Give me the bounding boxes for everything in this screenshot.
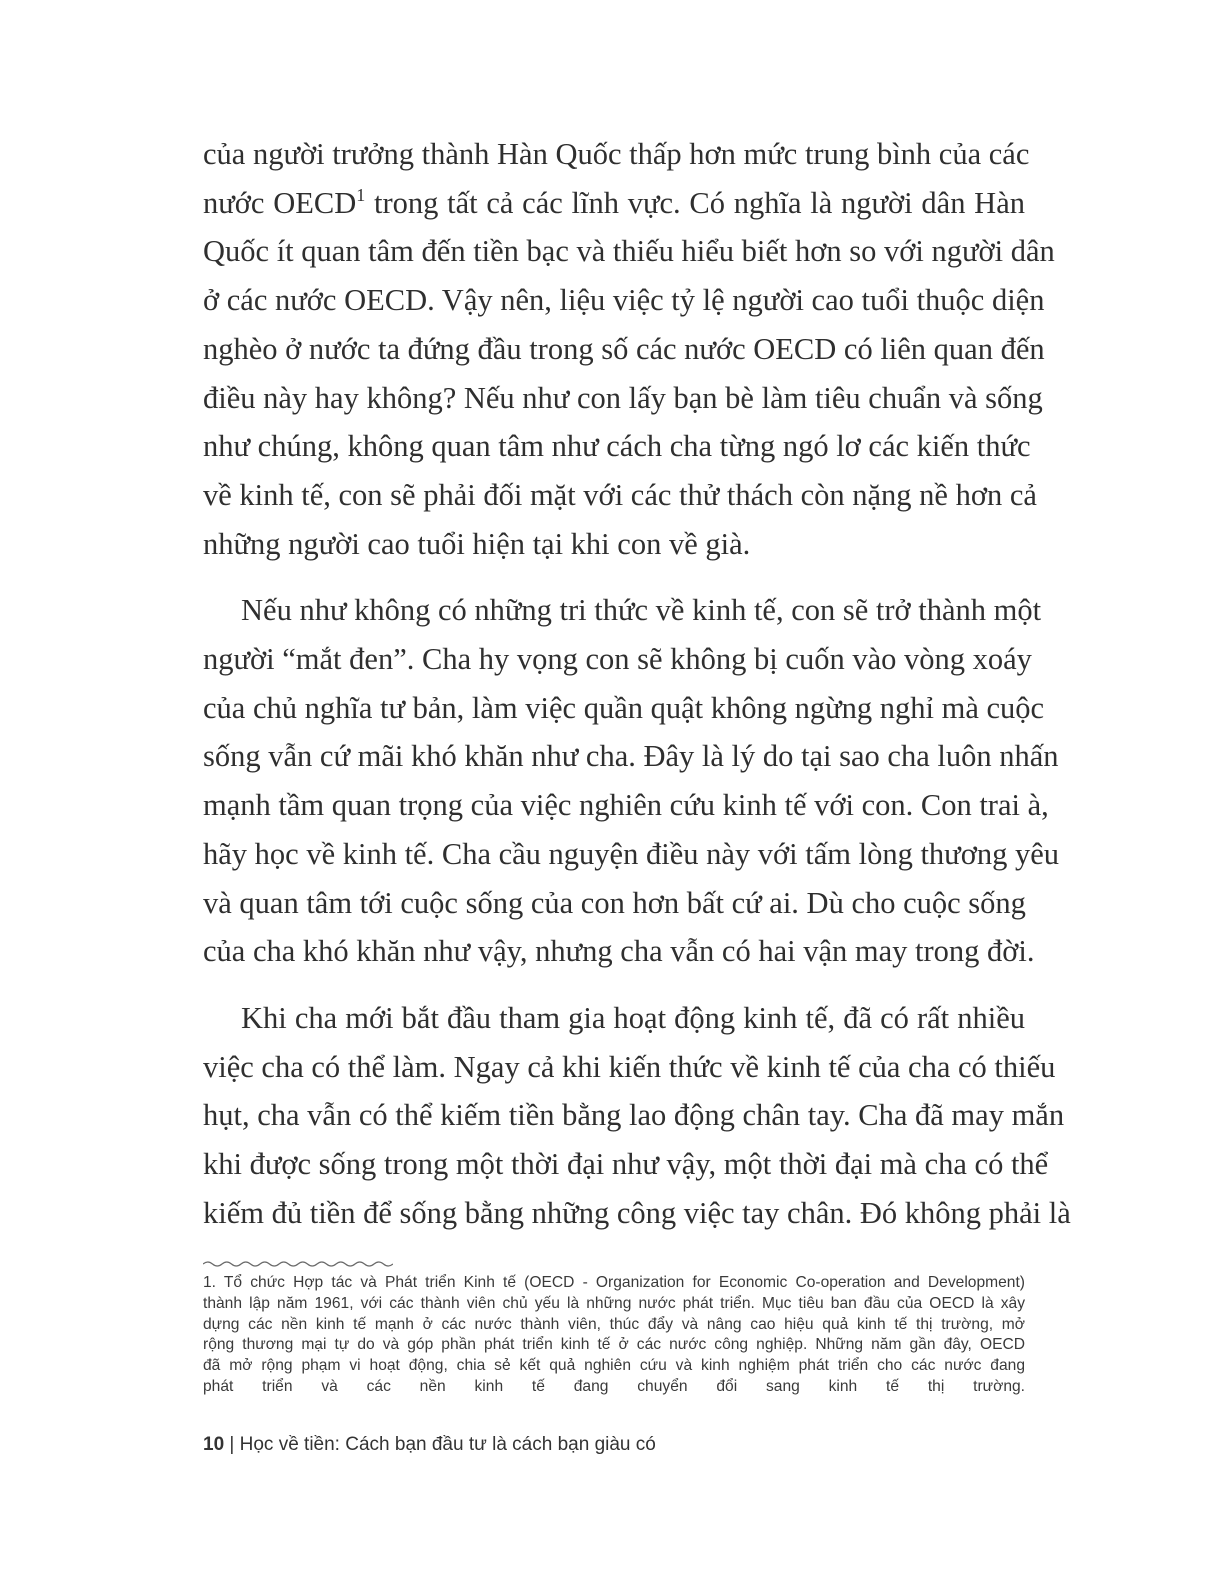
footnote-divider bbox=[203, 1259, 393, 1269]
text-line: hãy học về kinh tế. Cha cầu nguyện điều này với tấm lòng thương yêu bbox=[203, 836, 1059, 871]
text-line: người “mắt đen”. Cha hy vọng con sẽ không bị cuốn vào vòng xoáy bbox=[203, 642, 1032, 677]
paragraph-2 bbox=[203, 586, 1059, 976]
text-line: sống vẫn cứ mãi khó khăn như cha. Đây là lý do tại sao cha luôn nhấn bbox=[203, 739, 1059, 774]
footnote bbox=[203, 1273, 1025, 1398]
text-line: Quốc ít quan tâm đến tiền bạc và thiếu hiểu biết hơn so với người dân bbox=[203, 234, 1055, 269]
text-line: việc cha có thể làm. Ngay cả khi kiến thức về kinh tế của cha có thiếu bbox=[203, 1049, 1056, 1084]
text-line bbox=[203, 179, 1025, 228]
text-line: của cha khó khăn như vậy, nhưng cha vẫn có hai vận may trong đời. bbox=[203, 934, 1035, 969]
text-fragment: trong tất cả các lĩnh vực. Có nghĩa là người dân Hàn bbox=[365, 185, 1025, 220]
text-line: và quan tâm tới cuộc sống của con hơn bất cứ ai. Dù cho cuộc sống bbox=[203, 885, 1026, 920]
footer-separator: | bbox=[224, 1434, 240, 1455]
page-footer bbox=[203, 1434, 656, 1456]
text-line: ở các nước OECD. Vậy nên, liệu việc tỷ lệ người cao tuổi thuộc diện bbox=[203, 283, 1045, 318]
footnote-line: rộng thương mại tự do và góp phần phát triển kinh tế ở các nước công nghiệp. Những năm gần đây, OECD bbox=[203, 1336, 1025, 1354]
paragraph-1 bbox=[203, 130, 1055, 568]
main-text bbox=[203, 130, 1071, 1237]
text-line: của chủ nghĩa tư bản, làm việc quần quật không ngừng nghỉ mà cuộc bbox=[203, 690, 1045, 725]
footnote-line: đã mở rộng phạm vi hoạt động, chia sẻ kết quả nghiên cứu và kinh nghiệm phát triển cho các nước đang bbox=[203, 1357, 1025, 1375]
text-line: như chúng, không quan tâm như cách cha từng ngó lơ các kiến thức bbox=[203, 429, 1031, 464]
page-body bbox=[203, 130, 1071, 1255]
footnote-line: 1. Tổ chức Hợp tác và Phát triển Kinh tế (OECD - Organization for Economic Co-operation and Development) bbox=[203, 1274, 1025, 1291]
footnote-reference: 1 bbox=[356, 184, 366, 205]
text-line: kiếm đủ tiền để sống bằng những công việc tay chân. Đó không phải là bbox=[203, 1195, 1071, 1230]
text-line: nghèo ở nước ta đứng đầu trong số các nước OECD có liên quan đến bbox=[203, 331, 1045, 366]
footnote-line: thành lập năm 1961, với các thành viên chủ yếu là những nước phát triển. Mục tiêu ban đầu của OECD là xây bbox=[203, 1294, 1025, 1312]
page-number: 10 bbox=[203, 1434, 225, 1455]
text-fragment: nước OECD bbox=[203, 185, 357, 220]
text-line: điều này hay không? Nếu như con lấy bạn bè làm tiêu chuẩn và sống bbox=[203, 380, 1043, 415]
text-line: mạnh tầm quan trọng của việc nghiên cứu kinh tế với con. Con trai à, bbox=[203, 788, 1049, 823]
book-title: Học về tiền: Cách bạn đầu tư là cách bạn giàu có bbox=[239, 1434, 656, 1455]
text-line: của người trưởng thành Hàn Quốc thấp hơn mức trung bình của các bbox=[203, 137, 1030, 171]
text-line: Nếu như không có những tri thức về kinh tế, con sẽ trở thành một bbox=[241, 593, 1042, 628]
footnote-line: dựng các nền kinh tế mạnh ở các nước thành viên, thúc đẩy và nâng cao hiệu quả kinh tế thị trường, mở bbox=[203, 1315, 1025, 1333]
text-line: hụt, cha vẫn có thể kiếm tiền bằng lao động chân tay. Cha đã may mắn bbox=[203, 1098, 1065, 1133]
footnote-line: phát triển và các nền kinh tế đang chuyển đổi sang kinh tế thị trường. bbox=[203, 1377, 1025, 1395]
text-line: Khi cha mới bắt đầu tham gia hoạt động kinh tế, đã có rất nhiều bbox=[241, 1000, 1025, 1035]
paragraph-3 bbox=[203, 994, 1071, 1238]
text-line: những người cao tuổi hiện tại khi con về già. bbox=[203, 526, 751, 561]
text-line: về kinh tế, con sẽ phải đối mặt với các thử thách còn nặng nề hơn cả bbox=[203, 477, 1037, 512]
text-line: khi được sống trong một thời đại như vậy, một thời đại mà cha có thể bbox=[203, 1147, 1049, 1182]
